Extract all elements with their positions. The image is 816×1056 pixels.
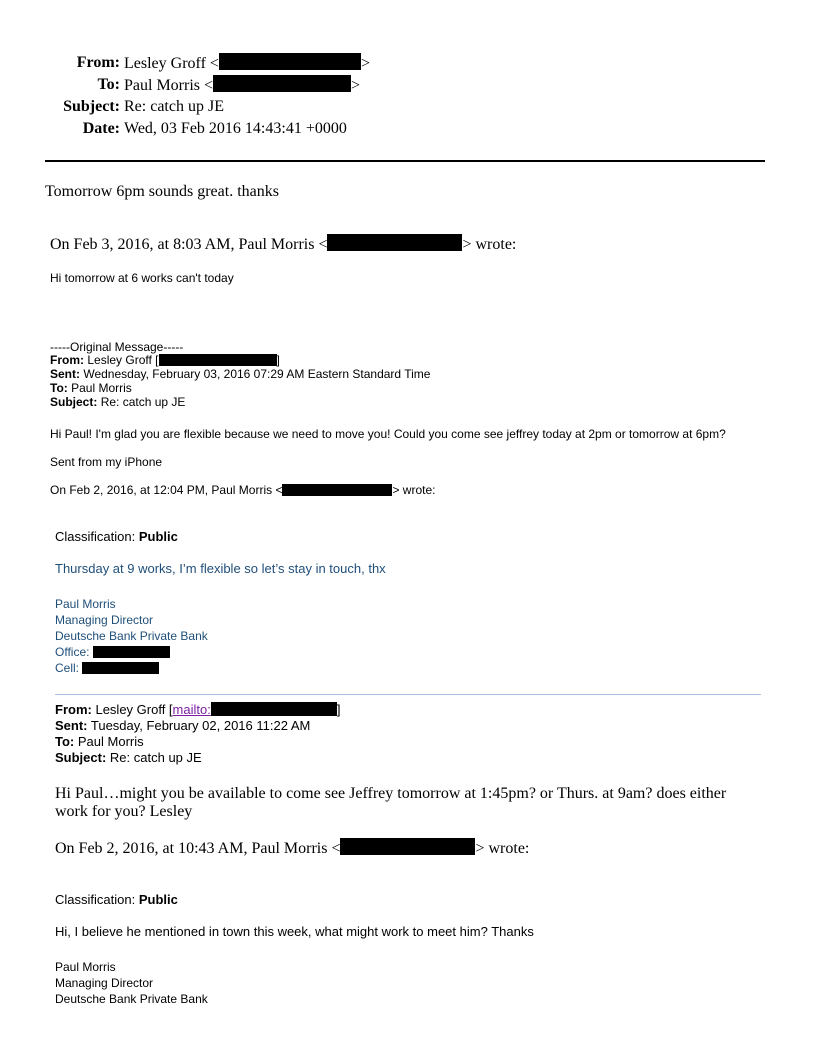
original-subject-row: Subject: Re: catch up JE xyxy=(50,395,186,409)
redaction-block xyxy=(159,354,277,366)
paul-message-body: Hi, I believe he mentioned in town this week, what might work to meet him? Thanks xyxy=(55,924,534,939)
quote-body: Hi tomorrow at 6 works can't today xyxy=(50,271,234,285)
header-to-value: Paul Morris < > xyxy=(124,77,361,94)
header-date-row xyxy=(0,119,600,139)
redaction-block xyxy=(93,646,170,658)
header-date-value: Wed, 03 Feb 2016 14:43:41 +0000 xyxy=(124,120,347,137)
lesley-body-line: Hi Paul…might you be available to come see Jeffrey tomorrow at 1:45pm? or Thurs. at 9am? does either xyxy=(55,785,727,802)
original-from-row: From: Lesley Groff [ ] xyxy=(50,353,280,367)
header-from-value: Lesley Groff < > xyxy=(124,55,370,72)
header-from-label: From: xyxy=(76,54,120,71)
header-subject-label: Subject: xyxy=(63,98,120,115)
lesley-subject-row: Subject: Re: catch up JE xyxy=(55,750,202,765)
header-subject-value: Re: catch up JE xyxy=(124,98,224,115)
original-to-row: To: Paul Morris xyxy=(50,381,132,395)
message-divider xyxy=(55,694,761,695)
signature-cell: Cell: xyxy=(55,660,159,676)
lesley-sent-row: Sent: Tuesday, February 02, 2016 11:22 AM xyxy=(55,718,311,733)
header-divider xyxy=(45,160,765,162)
header-subject-row xyxy=(0,97,600,117)
signature-company: Deutsche Bank Private Bank xyxy=(55,629,208,643)
classification: Classification: Public xyxy=(55,892,178,907)
paul-message-body: Thursday at 9 works, I’m flexible so let’s stay in touch, thx xyxy=(55,561,386,576)
signature-title: Managing Director xyxy=(55,976,154,990)
signature-office: Office: xyxy=(55,644,170,660)
lesley-quote-intro: On Feb 2, 2016, at 10:43 AM, Paul Morris < > wrote: xyxy=(55,840,530,857)
original-divider: -----Original Message----- xyxy=(50,340,184,354)
lesley-to-row: To: Paul Morris xyxy=(55,734,144,749)
signature-company: Deutsche Bank Private Bank xyxy=(55,992,208,1006)
original-body: Hi Paul! I'm glad you are flexible because we need to move you! Could you come see jeffrey today at 2pm or tomorrow at 6pm? xyxy=(50,427,726,441)
original-signoff: Sent from my iPhone xyxy=(50,455,163,469)
redaction-block xyxy=(219,53,361,70)
original-sent-row: Sent: Wednesday, February 03, 2016 07:29 AM Eastern Standard Time xyxy=(50,367,431,381)
lesley-from-row: From: Lesley Groff [mailto: ] xyxy=(55,702,341,717)
signature-name: Paul Morris xyxy=(55,960,116,974)
redaction-block xyxy=(340,838,475,855)
classification: Classification: Public xyxy=(55,529,178,544)
redaction-block xyxy=(213,75,351,92)
reply-body: Tomorrow 6pm sounds great. thanks xyxy=(45,183,279,200)
signature-title: Managing Director xyxy=(55,613,154,627)
header-from-row xyxy=(0,53,600,73)
header-to-label: To: xyxy=(97,76,120,93)
mailto-link[interactable]: mailto: xyxy=(172,702,211,717)
redaction-block xyxy=(282,484,392,496)
redaction-block xyxy=(82,662,159,674)
quote-intro: On Feb 3, 2016, at 8:03 AM, Paul Morris < > wrote: xyxy=(50,236,517,253)
header-date-label: Date: xyxy=(82,120,120,137)
signature-name: Paul Morris xyxy=(55,597,116,611)
redaction-block xyxy=(211,702,337,716)
lesley-body-line: work for you? Lesley xyxy=(55,803,193,820)
redaction-block xyxy=(327,234,462,251)
header-to-row xyxy=(0,75,600,95)
original-quote-intro: On Feb 2, 2016, at 12:04 PM, Paul Morris < > wrote: xyxy=(50,483,436,497)
